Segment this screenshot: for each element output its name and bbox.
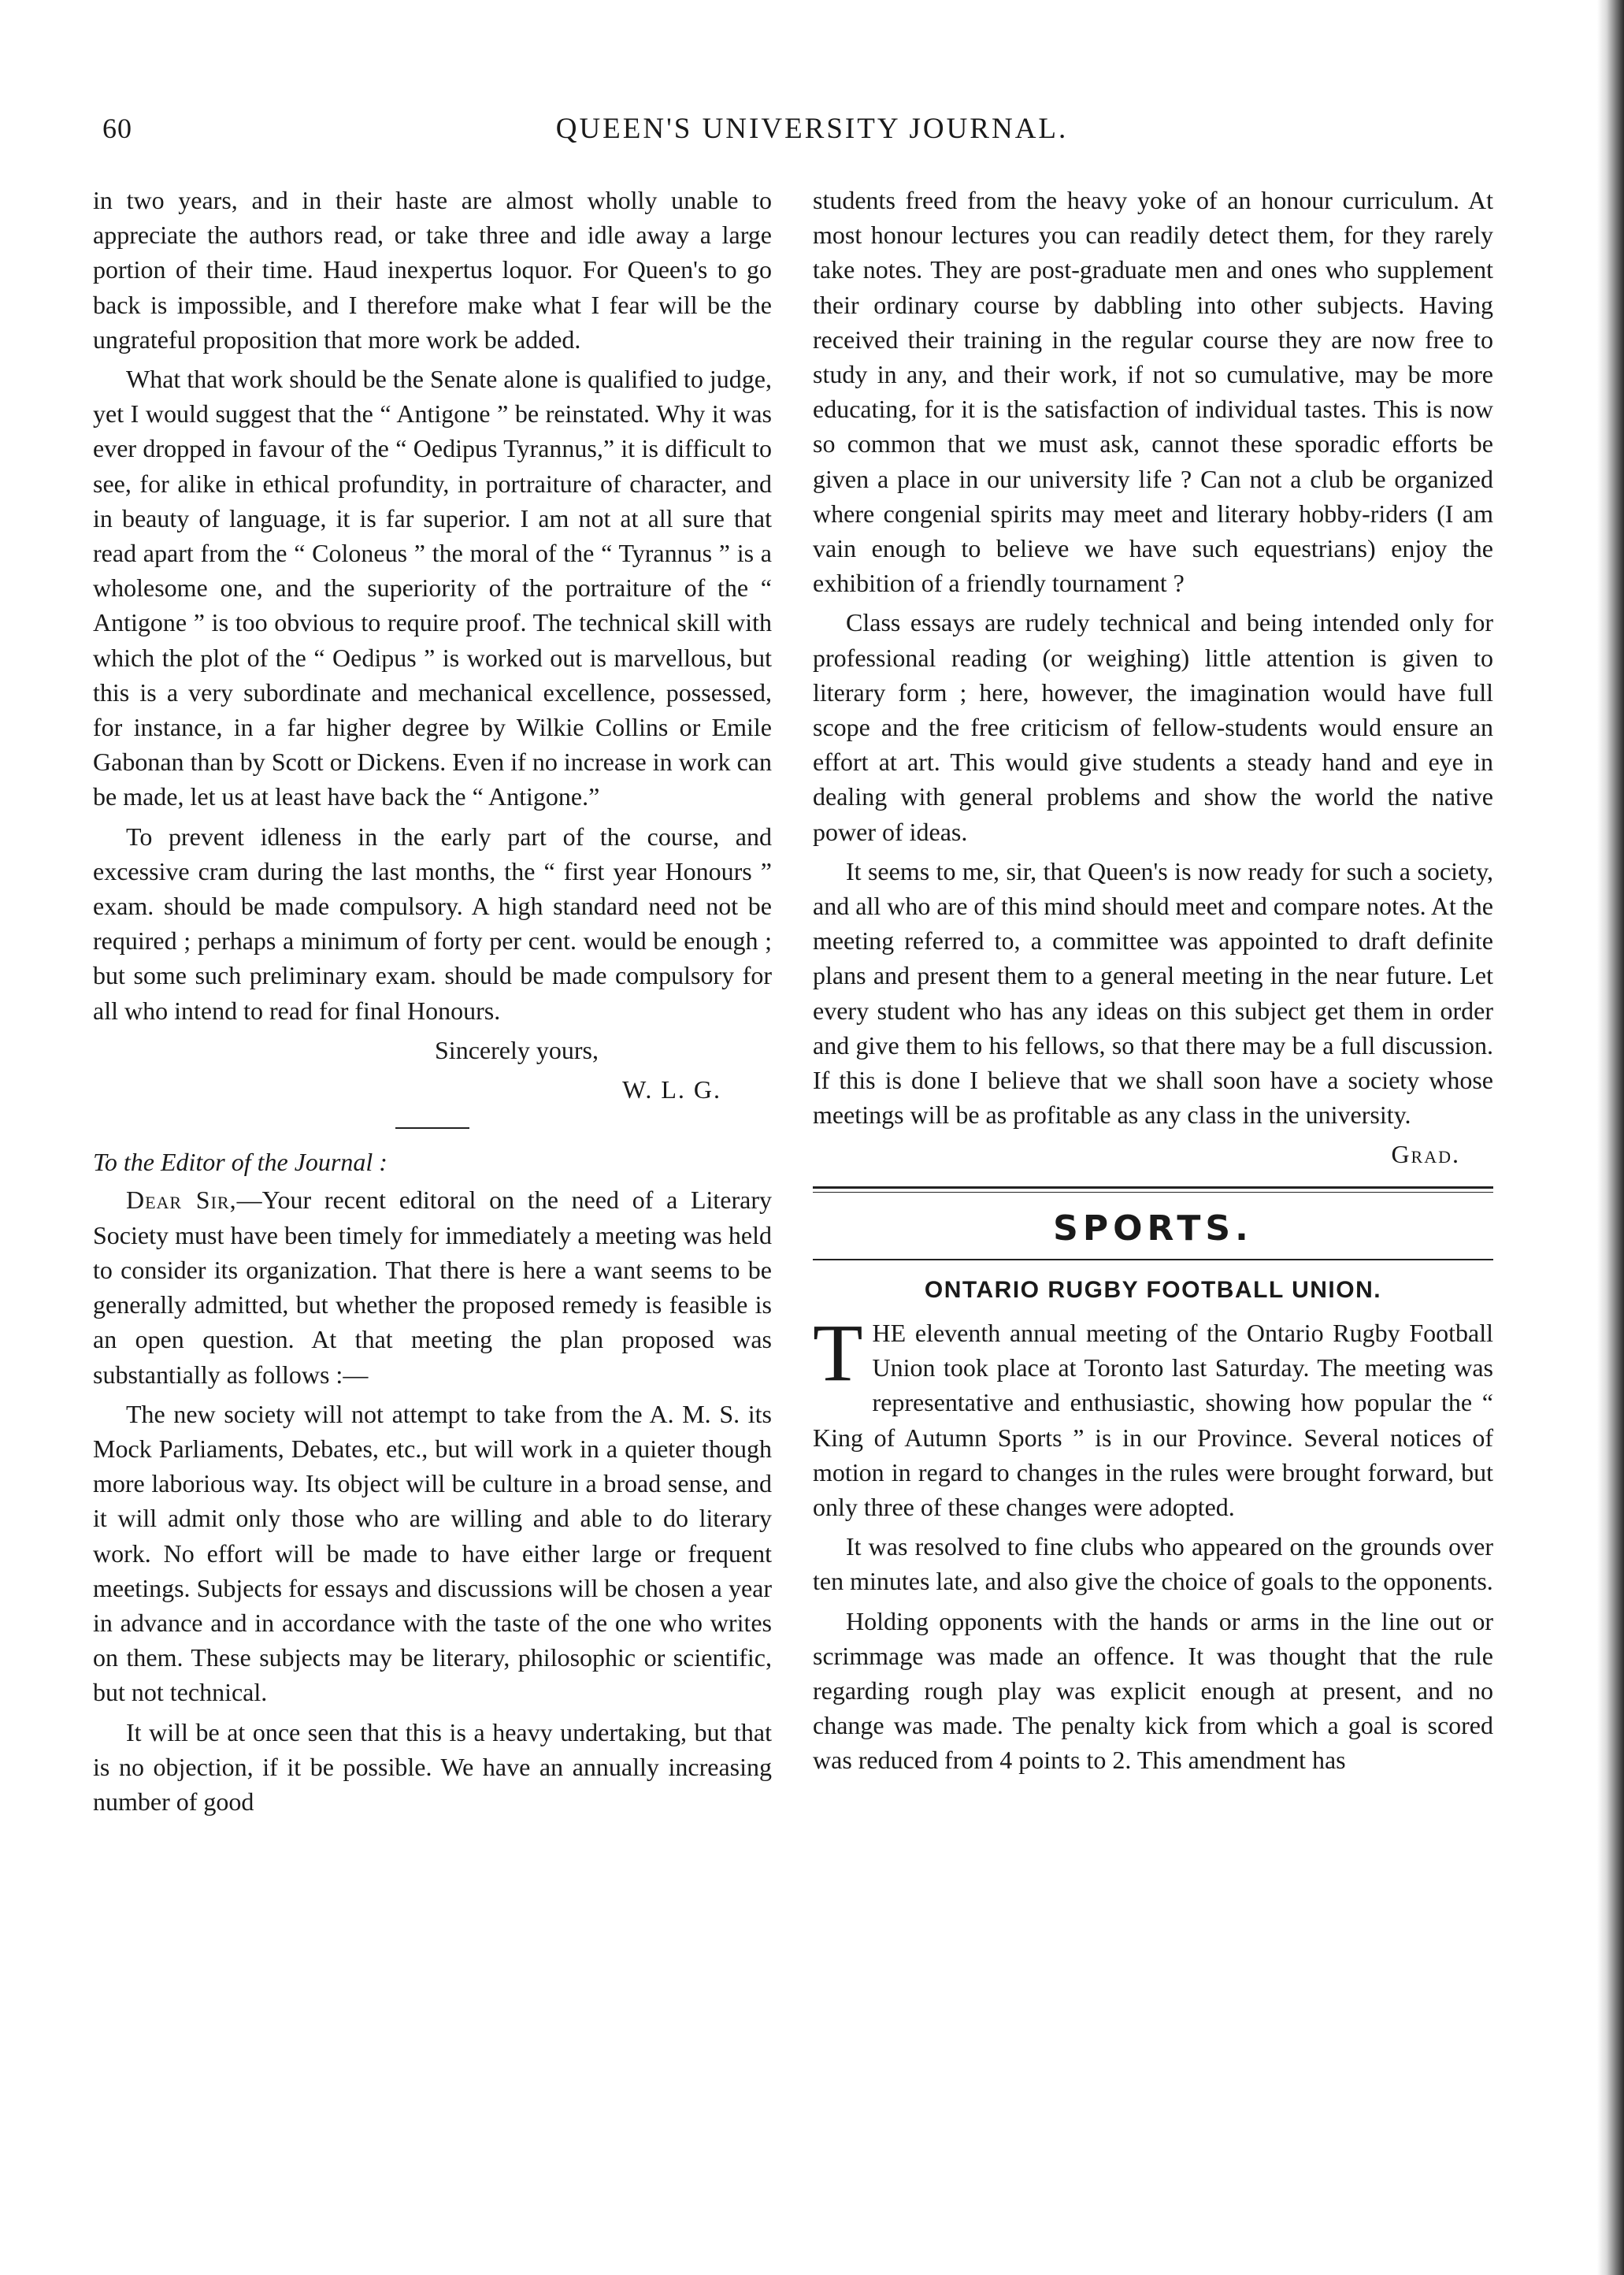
letter-paragraph [93, 1182, 772, 1391]
article-paragraph: Holding opponents with the hands or arms in the line out or scrimmage was made an offence. It was thought that the rule regarding rough play was explicit enough at present, and no change was made. The penalty kick from which a goal is scored was reduced from 4 points to 2. This amendment has [813, 1606, 1493, 1775]
dear-sir: Dear Sir, [126, 1186, 237, 1215]
letter-paragraph: Class essays are rudely technical and being intended only for professional reading (or weighing) little attention is given to literary form ; here, however, the imagination would have full scope and the free criticism of fellow-students would ensure an effort at art. This would give students a steady hand and eye in dealing with general problems and show the world the native power of ideas. [813, 608, 1493, 846]
letter-signature: W. L. G. [622, 1075, 721, 1104]
letter-salutation: To the Editor of the Journal : [93, 1148, 387, 1177]
letter-paragraph: students freed from the heavy yoke of an honour curriculum. At most honour lectures you can readily detect them, for they rarely take notes. They are post-graduate men and ones who supplement their ordinary course by dabbling into other subjects. Having received their training in the regular course they are now free to study in any, and their work, if not so cumulative, may be more educating, for it is the satisfaction of individual tastes. This is now so common that we must ask, cannot these sporadic efforts be given a place in our university life ? Can not a club be organized where congenial spirits may meet and literary hobby-riders (I am vain enough to believe we have such equestrians) enjoy the exhibition of a friendly tournament ? [813, 186, 1493, 598]
letter-paragraph: The new society will not attempt to take from the A. M. S. its Mock Parliaments, Debates, etc., but will work in a quieter though more laborious way. Its object will be culture in a broad sense, and it will admit only those who are willing and able to do literary work. No effort will be made to have either large or frequent meetings. Subjects for essays and discussions will be chosen a year in advance and in accordance with the taste of the one who writes on them. These subjects may be literary, philosophic or scientific, but not technical. [93, 1399, 772, 1707]
section-divider [395, 1127, 469, 1129]
section-double-rule [813, 1186, 1493, 1193]
left-column [93, 183, 772, 1824]
letter-closing: Sincerely yours, [435, 1035, 599, 1064]
right-column [813, 183, 1493, 1783]
letter-paragraph-text: —Your recent editoral on the need of a Literary Society must have been timely for immediately a meeting was held to consider its organization. That there is here a want seems to be generally admitted, but whether the proposed remedy is feasible is an open question. At that meeting the plan proposed was substantially as follows :— [93, 1186, 773, 1389]
article-paragraph: It was resolved to fine clubs who appeared on the grounds over ten minutes late, and also give the choice of goals to the opponents. [813, 1532, 1493, 1596]
letter-paragraph: To prevent idleness in the early part of the course, and excessive cram during the last months, the “ first year Honours ” exam. should be made compulsory. A high standard need not be required ; perhaps a minimum of forty per cent. would be enough ; but some such preliminary exam. should be made compulsory for all who intend to read for final Honours. [93, 822, 772, 1025]
section-rule [813, 1259, 1493, 1260]
article-paragraph-text: HE eleventh annual meeting of the Ontario Rugby Football Union took place at Toronto last Saturday. The meeting was representative and enthusiastic, showing how popular the “ King of Autumn Sports ” is in our Province. Several notices of motion in regard to changes in the rules were brought forward, but only three of these changes were adopted. [813, 1318, 1493, 1521]
letter-paragraph: in two years, and in their haste are almost wholly unable to appreciate the authors read, or take three and idle away a large portion of their time. Haud inexpertus loquor. For Queen's to go back is impossible, and I therefore make what I fear will be the ungrateful proposition that more work be added. [93, 186, 772, 354]
page-number: 60 [102, 113, 132, 144]
letter-paragraph: It seems to me, sir, that Queen's is now ready for such a society, and all who are of this mind should meet and compare notes. At the meeting referred to, a committee was appointed to draft definite plans and present them to a general meeting in the near future. Let every student who has any ideas on this subject get them in order and give them to his fellows, so that there may be a full discussion. If this is done I believe that we shall soon have a society whose meetings will be as profitable as any class in the university. [813, 856, 1493, 1130]
article-heading: ONTARIO RUGBY FOOTBALL UNION. [924, 1276, 1382, 1303]
letter-paragraph: What that work should be the Senate alone is qualified to judge, yet I would suggest that the “ Antigone ” be reinstated. Why it was ever dropped in favour of the “ Oedipus Tyrannus,” it is difficult to see, for alike in ethical profundity, in portraiture of character, and in beauty of language, it is far superior. I am not at all sure that read apart from the “ Coloneus ” the moral of the “ Tyrannus ” is a wholesome one, and the superiority of the portraiture of the “ Antigone ” is too obvious to require proof. The technical skill with which the plot of the “ Oedipus ” is worked out is marvellous, but this is a very subordinate and mechanical excellence, possessed, for instance, in a far higher degree by Wilkie Collins or Emile Gabonan than by Scott or Dickens. Even if no increase in work can be made, let us at least have back the “ Antigone.” [93, 365, 772, 811]
section-heading: SPORTS. [1053, 1208, 1253, 1249]
page-edge [1597, 0, 1624, 2275]
article-paragraph [813, 1307, 1493, 1524]
letter-signature: Grad. [1391, 1140, 1460, 1169]
running-title: QUEEN'S UNIVERSITY JOURNAL. [555, 113, 1069, 145]
letter-paragraph: It will be at once seen that this is a heavy undertaking, but that is no objection, if it be possible. We have an annually increasing number of good [93, 1717, 772, 1816]
drop-cap: T [813, 1307, 863, 1398]
